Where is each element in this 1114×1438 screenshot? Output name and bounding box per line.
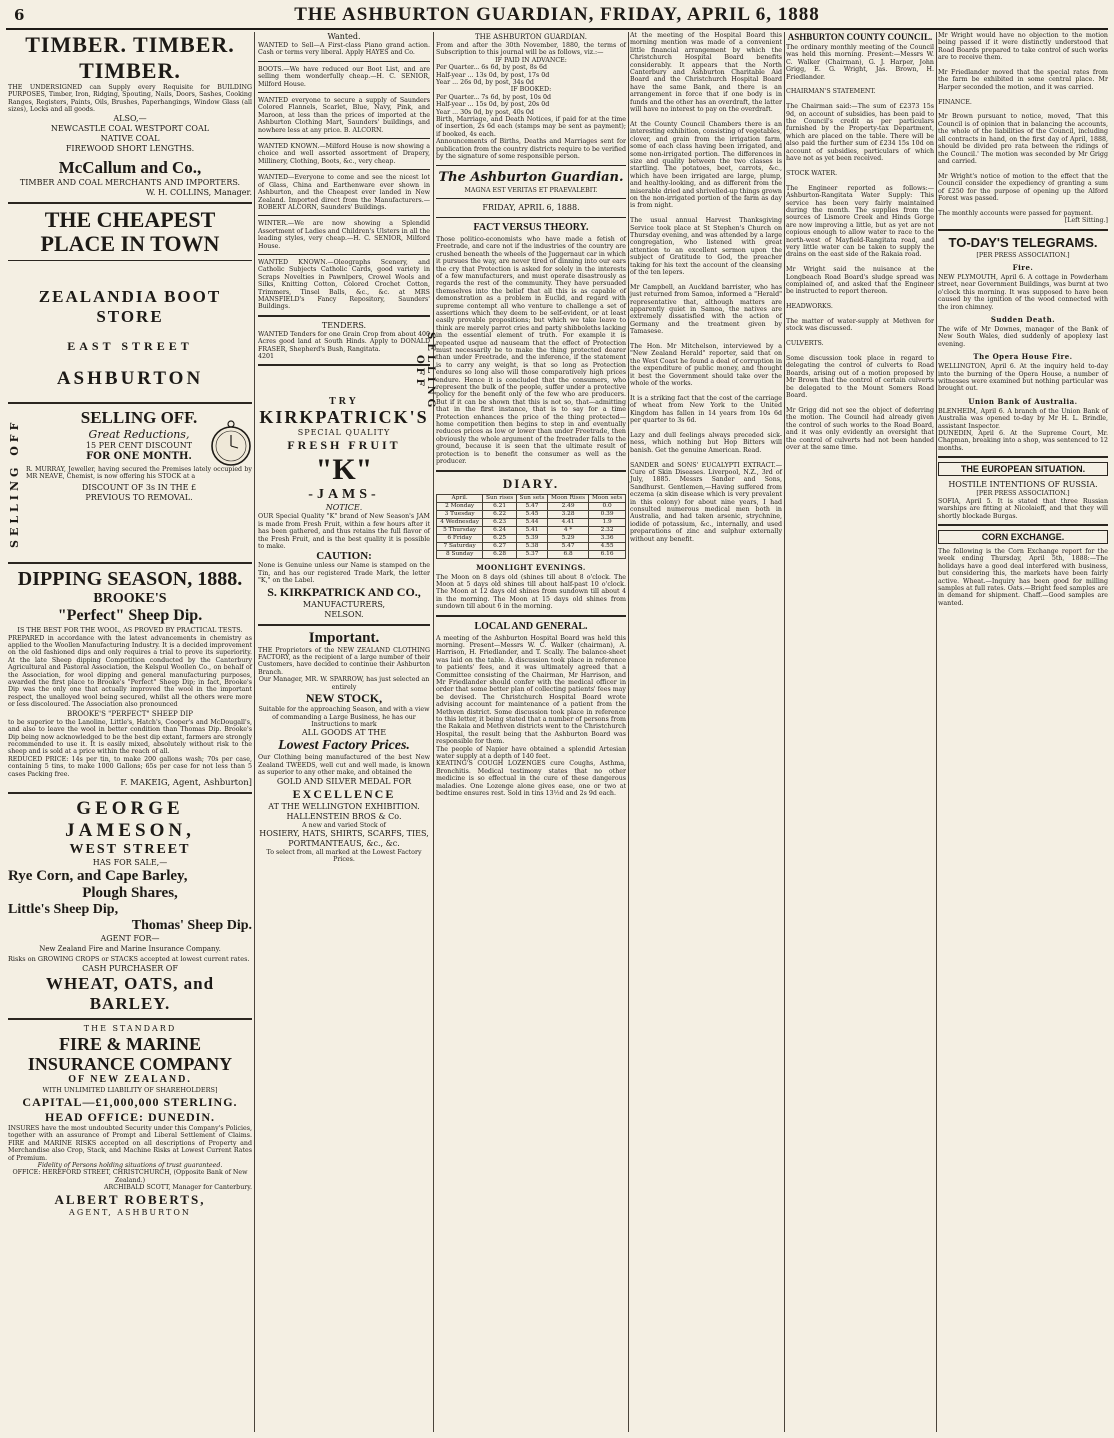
select-text: To select from, all marked at the Lowest Factory Prices. [266, 848, 422, 864]
local-text: A meeting of the Ashburton Hospital Board was held this morning. Present—Messrs W. C. Walker (chairman), A. Harrison, H. Friedlander, and T. Scally. The balance-sheet was laid on the table. A discussion took place in reference to patients' fees, and it was ultimately agreed that a Committee consisting of the Chairman, Mr Harrison, and Mr Friedlander should confer with the medical officer in order that some better plan of collecting patients' fees may be devised. The Christchurch Hospital Board wrote advising account for maintenance of a patient from the Methven district. Some discussion took place in reference to this letter, it being stated that a number of persons from the Rakaia and Methven districts went to the Christchurch Hospital, the result being that the Ashburton Board was responsible for them. [436, 634, 626, 746]
booked-label: IF BOOKED: [510, 86, 552, 94]
mccallum-manager: W. H. COLLINS, Manager. [146, 187, 252, 197]
editorial-text: Those politico-economists who have made a fetish of Freetrade, and care not if the industries of the country are crushed beneath the wheels of the Juggernaut car in which it pursues the way, are never tired of dinning into our ears the cry that Protection is asked for solely in the interests of a few manufacturers, and must operate disastrously as regards the rest of the community. They have persuaded themselves into the belief that all this is as capable of demonstration as a problem in Euclid, and regard with supreme contempt all who venture to challenge a set of assertions which they deem to be self-evident, or at least easily provable propositions; but which we take leave to think are merely parrot cries and party shibboleths lacking in the essential element of truth. For example it is repeated usque ad nauseam that the effect of Protection must necessarily be to make the thing protected dearer than under Freetrade, and the inference, if the statement is to carry any weight, is that so long as Protection endures so long also will those comparatively high prices endure. Hence it is concluded that the consumers, who represent the bulk of the people, suffer under a protective policy for the benefit only of the few who are producers. But if it can be shown that this is not so, that—admitting that in the first instance, that is to say for a time Protection enhances the price of the thing protected—home competition then begins to step in and eventually reduces prices as low or lower than under Freetrade, then obviously the whole argument of the freetrader falls to the ground, because it is seen that the ultimate result of protection is to benefit the consumer as well as the producer. [436, 235, 626, 466]
fire-heading: Fire. [1012, 262, 1034, 272]
mccallum-sub: TIMBER AND COAL MERCHANTS AND IMPORTERS. [19, 177, 241, 187]
rate-row: Per Quarter... 6s 6d, by post, 8s 6d [436, 64, 547, 72]
sudden-death-heading: Sudden Death. [990, 315, 1056, 324]
rate-row: Half-year ... 13s 0d, by post, 17s 0d [436, 71, 550, 79]
reduced-price: REDUCED PRICE: 14s per tin, to make 200 gallons wash; 70s per case, containing 5 tins, to make 1000 Gallons; 65s per case for not less than 5 cases Packing free. [8, 755, 252, 778]
new-stock: NEW STOCK, [305, 691, 383, 706]
manufacturers: MANUFACTURERS, [302, 599, 386, 609]
k-brand: "K" [315, 453, 373, 487]
jams-heading: -JAMS- [308, 487, 380, 503]
cash-purchaser: CASH PURCHASER OF [82, 963, 178, 973]
newspaper-title: THE ASHBURTON GUARDIAN, FRIDAY, APRIL 6, 1888 [294, 4, 820, 25]
column-rule [936, 32, 937, 1432]
notice-text: OUR Special Quality "K" brand of New Season's JAM is made from Fresh Fruit, within a few hours after it has been gathered, and thus retains the full flavor of the Fresh Fruit, and is the best quality it is possible to make. [258, 513, 430, 551]
important-heading: Important. [308, 629, 380, 646]
agent-ashburton: AGENT, ASHBURTON [69, 1207, 191, 1217]
table-row: 2 Monday 6.21 5.47 2.49 0.0 [437, 502, 626, 510]
press-association-2: [PER PRESS ASSOCIATION.] [976, 490, 1070, 498]
capital: CAPITAL—£1,000,000 STERLING. [22, 1094, 238, 1109]
excellence: EXCELLENCE [292, 786, 396, 801]
archibald-scott: ARCHIBALD SCOTT, Manager for Canterbury. [103, 1184, 252, 1192]
subscription-text: From and after the 30th November, 1880, the terms of Subscription to this journal will be as follows, viz.:— [436, 42, 626, 57]
hostile-heading: HOSTILE INTENTIONS OF RUSSIA. [948, 480, 1098, 490]
thomas-dip: Thomas' Sheep Dip. [131, 917, 252, 933]
selling-off-advert [8, 408, 252, 558]
newcastle-coal: NEWCASTLE COAL WESTPORT COAL [50, 123, 210, 133]
discount-3s: DISCOUNT OF 3s IN THE £ [81, 483, 197, 493]
table-row: 5 Thursday 6.24 5.41 4 * 2.32 [437, 526, 626, 534]
diary-header: Sun rises [483, 494, 517, 502]
diary-table [436, 494, 626, 559]
cheapest-heading: THE CHEAPEST PLACE IN TOWN [40, 206, 220, 256]
opera-heading: The Opera House Fire. [973, 352, 1073, 362]
zealandia-heading: ZEALANDIA BOOT STORE [38, 286, 222, 326]
all-goods: ALL GOODS AT THE [301, 728, 387, 738]
stock-of: A new and varied Stock of [302, 821, 386, 829]
timber-text: THE UNDERSIGNED can Supply every Requisite for BUILDING PURPOSES, Timber, Iron, Ridging, Spouting, Nails, Doors, Sashes, Cooking Ranges, Registers, Paints, Oils, Brushes, Paperhangings, Window Glass (all sizes), Locks and all goods. [8, 84, 252, 114]
page-number: 6 [14, 6, 25, 24]
tenders-heading: TENDERS. [321, 320, 367, 330]
native-coal: NATIVE COAL [100, 133, 160, 143]
dip-quote: BROOKE'S "PERFECT" SHEEP DIP [66, 709, 194, 718]
nelson: NELSON. [324, 609, 364, 619]
local-general-heading: LOCAL AND GENERAL. [474, 620, 588, 632]
firewood: FIREWOOD SHORT LENGTHS. [65, 143, 195, 153]
motto: MAGNA EST VERITAS ET PRAEVALEBIT. [464, 186, 598, 194]
notice-label: NOTICE. [325, 503, 363, 513]
table-row: 6 Friday 6.25 5.39 5.29 3.36 [437, 534, 626, 542]
opera-text: WELLINGTON, April 6. At the inquiry held to-day into the burning of the Opera House, a number of witnesses were examined but nothing particular was brought out. [938, 363, 1108, 393]
telegrams-heading: TO-DAY'S TELEGRAMS. [948, 234, 1098, 250]
kirkpatricks-heading: KIRKPATRICK'S [259, 407, 429, 428]
moonlight-heading: MOONLIGHT EVENINGS. [476, 562, 586, 572]
ashburton-heading: ASHBURTON [56, 367, 204, 389]
important-text: THE Proprietors of the NEW ZEALAND CLOTHING FACTORY, as the recipient of a large number of their Customers, have decided to continue their Ashburton Branch. [258, 646, 430, 676]
rate-row: Per Quarter... 7s 6d, by post, 10s 0d [436, 93, 551, 101]
diary-heading: DIARY. [502, 475, 560, 491]
littles-dip: Little's Sheep Dip, [8, 901, 119, 917]
corn-exchange-text: The following is the Corn Exchange report for the week ending Thursday, April 5th, 1888:—The holidays have a good deal interfered with business, but considering this, the markets have been fairly active. Wheat.—Inquiry has been good for milling samples at full rates. Oats.—Bright feed samples are in demand for shipment. Chaff.—Good samples are wanted. [938, 547, 1108, 607]
column-3-editorial [436, 32, 626, 1432]
births-text: Birth, Marriage, and Death Notices, if paid for at the time of insertion, 2s 6d each (stamps may be sent as payment); if booked, 4s each. [436, 116, 626, 138]
dip-text: PREPARED in accordance with the latest advancements in chemistry as applied to the Woollen Manufacturing Industry. It is a decided improvement on the old fashioned dips and only requires a trial to prove its superiority. At the late Sheep dipping Competition conducted by the Canterbury Agricultural and Pastoral Association, the Kelspul Woollen Co., on behalf of the Association, for wool dipping and general manufacturing purposes, awarded the first place to Brooke's "Perfect" Sheep Dip; in fact, Brooke's Dip was the only one that actually improved the wool in the important respect, the unalloyed wool being secured, whilst all the others were more or less discoloured. The Association also pronounced [8, 634, 252, 709]
rate-row: Half-year ... 15s 0d, by post, 20s 0d [436, 101, 550, 109]
union-bank-heading: Union Bank of Australia. [968, 396, 1078, 406]
diary-header: April. [437, 494, 483, 502]
try-label: TRY [329, 396, 359, 408]
head-office: HEAD OFFICE: DUNEDIN. [44, 1109, 215, 1124]
milford-ad: WANTED KNOWN.—Milford House is now showing a choice and well assorted assortment of Drapery, Millinery, Clothing, Boots, &c., very cheap. [258, 143, 430, 165]
issue-date: FRIDAY, APRIL 6, 1888. [482, 202, 580, 212]
left-sitting: [Left Sitting.] [1064, 217, 1108, 225]
diary-header: Moon sets [589, 494, 626, 502]
standard-label: THE STANDARD [83, 1023, 177, 1033]
napier-text: The people of Napier have obtained a splendid Artesian water supply at a depth of 140 feet. [436, 745, 626, 761]
selling-off-side-label-2: SELLING OFF [414, 332, 436, 412]
selling-off-heading: SELLING OFF. [80, 407, 198, 427]
west-street: WEST STREET [69, 841, 191, 857]
council-text: The ordinary monthly meeting of the Council was held this morning. Present:—Messrs W. C. Walker (Chairman), G. J. Harper, John Grigg, E. G. Wright, Jas. Brown, H. Friedlander. CHAIRMAN'S STATEMENT. The Chairman said:—The sum of £2373 15s 9d, on account of subsidies, has been paid to the Council's credit as per particulars furnished by the Property-tax Department, which are placed on the table. There will be also paid the further sum of £234 15s 10d on account of subsidies, particulars of which have not as yet been received. STOCK WATER. The Engineer reported as follows:—Ashburton-Rangitata Water Supply: This service has been very fairly maintained during the month. The supplies from the sources of Lismore Creek and Hinds Gorge are now improving a little, but as yet are not copious enough to allow water to race to the north-west of Mayfield-Rangitata road, and very little water can be taken to supply the drains on the east side of the Rakaia road. Mr Wright said the nuisance at the Longbeach Road Board's sludge spread was complained of, and asked that the Engineer be instructed to report thereon. HEADWORKS. The matter of water-supply at Methven for stock was discussed. CULVERTS. Some discussion took place in regard to delegating the control of culverts to Road Boards, arising out of a motion proposed by Mr Brown that the control of certain culverts be delegated to the Mount Somers Road Board. Mr Grigg did not see the object of deferring the motion. The Council had already given the control of such works to the Road Board, and it was only evidently an oversight that the control of culverts had not been handed over at the same time. [786, 44, 934, 451]
albert-roberts: ALBERT ROBERTS, [54, 1191, 206, 1207]
dip-text-2: to be superior to the Lanoline, Little's, Hatch's, Cooper's and McDougall's, and also to leave the wool in better condition than Thomas Dip. Brooke's Dip being now acknowledged to be the best dip extant, farmers are strongly recommended to use it. It is easily mixed, absolutely without risk to the sheep and is sold at a price within the reach of all. [8, 718, 252, 756]
fact-theory-heading: FACT VERSUS THEORY. [473, 221, 589, 233]
wellington-exhibition: AT THE WELLINGTON EXHIBITION. [268, 801, 420, 811]
column-rule [433, 32, 434, 1432]
george-jameson-heading: GEORGE JAMESON, [65, 797, 195, 841]
sudden-death-text: The wife of Mr Downes, manager of the Bank of New South Wales, died suddenly of apoplexy last evening. [938, 326, 1108, 348]
caution-label: CAUTION: [316, 550, 372, 563]
sk-company: S. KIRKPATRICK AND CO., [267, 584, 421, 599]
table-row: 7 Saturday 6.27 5.38 5.47 4.55 [437, 542, 626, 550]
tenders-text: WANTED Tenders for one Grain Crop from about 400 Acres good land at South Hinds. Apply to DONALD FRASER, Shepherd's Bush, Rangitata. [258, 330, 430, 353]
wanted-heading: Wanted. [327, 32, 361, 41]
table-row: 8 Sunday 6.28 5.37 6.8 6.16 [437, 550, 626, 558]
rate-row: Year ... 30s 0d, by post, 40s 0d [436, 108, 534, 116]
fire-text: NEW PLYMOUTH, April 6. A cottage in Powderham street, near Government Buildings, was burnt at two o'clock this morning. It was supposed to have been caused by the ignition of the wood connected with the iron chimney. [938, 273, 1108, 311]
column-5-council [786, 32, 934, 1432]
mccallum-heading: McCallum and Co., [58, 157, 202, 177]
one-month: FOR ONE MONTH. [86, 450, 192, 462]
column-2-advertisements [258, 32, 436, 1432]
brookes-heading: BROOKE'S [93, 590, 167, 606]
masthead [6, 2, 1108, 30]
also-label: ALSO,— [113, 113, 147, 123]
paper-title: The Ashburton Guardian. [438, 169, 624, 185]
agent-for: AGENT FOR— [100, 933, 160, 943]
timber-heading: TIMBER. TIMBER. TIMBER. [25, 32, 235, 83]
discount-15: 15 PER CENT DISCOUNT [85, 440, 193, 450]
sofia-text: SOFIA, April 5. It is stated that three Russian warships are fitting at Nicolaieff, and that they will shortly blockade Burgas. [938, 497, 1108, 520]
column-rule [254, 32, 255, 1432]
dunedin-text: DUNEDIN, April 6. At the Supreme Court, Mr. Chapman, breaking into a shop, was sentenced to 12 months. [938, 430, 1108, 452]
oleographs-ad: WANTED KNOWN.—Oleographs Scenery, and Catholic Subjects Catholic Cards, good variety in Scraps Novelties in Pawnlpers, Crowel Wools and Silks, Knitting Cotton, Colored Crochet Cotton, Trimmers, Tinsel Balls, &c., &c. at MRS MANSFIELD's Fancy Repository, Saunders' Buildings. [258, 258, 430, 311]
ad-code: 4201 [258, 353, 275, 360]
table-row: 4 Wednesday 6.23 5.44 4.41 1.9 [437, 518, 626, 526]
european-heading: THE EUROPEAN SITUATION. [938, 462, 1108, 476]
rye-corn: Rye Corn, and Cape Barley, [8, 867, 188, 884]
moonlight-text: The Moon on 8 days old (shines till about 8 o'clock. The Moon at 5 days old shines till about half-past 10 o'clock. The Moon at 12 days old shines from sundown till about 4 in the morning. The Moon at 15 days old shines from sundown till about 6 in the morning. [436, 573, 626, 611]
table-row: 3 Tuesday 6.22 5.45 3.28 0.39 [437, 510, 626, 518]
of-new-zealand: OF NEW ZEALAND. [68, 1073, 192, 1085]
column-rule [784, 32, 785, 1432]
rate-row: Year ... 26s 0d, by post, 34s 0d [436, 79, 534, 87]
column-1-advertisements [8, 32, 252, 1432]
hosiery: HOSIERY, HATS, SHIRTS, SCARFS, TIES, PORTMANTEAUS, &c., &c. [259, 828, 429, 848]
corn-exchange-heading: CORN EXCHANGE. [938, 530, 1108, 544]
wheat-oats-barley: WHEAT, OATS, and BARLEY. [45, 973, 215, 1013]
announcements-text: Announcements of Births, Deaths and Marriages sent for publication from the country districts require to be verified by the signature of some responsible person. [436, 138, 626, 161]
previous-removal: PREVIOUS TO REMOVAL. [85, 493, 193, 503]
lowest-factory-prices: Lowest Factory Prices. [278, 738, 410, 754]
hallenstein: HALLENSTEIN BROS & Co. [286, 811, 402, 821]
pocket-watch-icon [210, 418, 252, 468]
manager-text: Our Manager, MR. W. SPARROW, has just selected an entirely [258, 676, 430, 691]
risks-text: Risks on GROWING CROPS or STACKS accepted at lowest current rates. [8, 954, 250, 963]
diary-header: Sun sets [516, 494, 547, 502]
fresh-fruit: FRESH FRUIT [287, 438, 401, 453]
union-bank-text: BLENHEIM, April 6. A branch of the Union Bank of Australia was opened to-day by Mr H. L. Brindle, assistant Inspector. [938, 407, 1108, 430]
news-text: At the meeting of the Hospital Board this morning mention was made of a convenient little financial arrangement by which the Christchurch Hospital Board benefits considerably. It appears that the North Canterbury and Ashburton Charitable Aid Board and the Christchurch Hospital Board have the same Bank, and there is an arrangement in force that if one body is in funds and the other has an overdraft, the latter will have no interest to pay on the overdraft. At the County Council Chambers there is an interesting exhibition, consisting of vegetables, clover, and grain from the irrigation farm, some of each class having been irrigated, and some non-irrigated portion. The differences in size and quality between the two classes is startling. The potatoes, beet, carrots, &c., which have been irrigated are large, plump, and healthy-looking, and as different from the miserable dried and shrivelled-up things grown on the non-irrigated portion of the farm as day is from night. The usual annual Harvest Thanksgiving Service took place at St Stephen's Church on Thursday evening, and was attended by a large congregation, who listened with great attention to an excellent sermon upon the subject of Gratitude to God, the preacher taking for his text the account of the cleansing of the ten lepers. Mr Campbell, an Auckland barrister, who has just returned from Samoa, informed a "Herald" representative that, although matters are apparently quiet in Samoa, the natives are extremely dissatisfied with the action of Germany and the treatment given by Tamasese. The Hon. Mr Mitchelson, interviewed by a "New Zealand Herald" reporter, said that on the West Coast he found a deal of corruption in the expenditure of public money, and thought it best the Government should take over the whole of the works. It is a striking fact that the cost of the carriage of wheat from New York to the United Kingdom has fallen in 14 years from 10s 6d per quarter to 3s 6d. Lazy and dull feelings always preceded sick-ness, which nothing but Hop Bitters will banish. Get the genuine American. Read. SANDER and SONS' EUCALYPTI EXTRACT.—Cure of Skin Diseases. Liverpool, N.Z., 3rd of July, 1885. Messrs Sander and Sons, Sandhurst. Gentlemen,—Having suffered from eczema (a skin disease which is very prevalent in this colony) for about nine years, I had consulted numerous medical men both in Australia, and had taken arsenic, strychnine, iodide of potassium, &c., internally, and used preparations of zinc and sulphur externally without any benefit. [630, 32, 782, 543]
column-rule [628, 32, 629, 1432]
diary-header: Moon Rises [547, 494, 588, 502]
selling-off-side-label: SELLING OFF [8, 417, 21, 548]
winter-ad: WINTER.—We are now showing a Splendid Assortment of Ladies and Children's Ulsters in all the leading styles, very cheap.—H. C. SENIOR, Milford House. [258, 220, 430, 250]
boots-ad: BOOTS.—We have reduced our Boot List, and are selling them wonderfully cheap.—H. C. SENIOR, Milford House. [258, 65, 430, 88]
murray-text: R. MURRAY, Jeweller, having secured the Premises lately occupied by MR NEAVE, Chemist, is now offering his STOCK at a [26, 465, 252, 481]
fire-marine-heading: FIRE & MARINE INSURANCE COMPANY [27, 1033, 233, 1074]
keating-text: KEATING'S COUGH LOZENGES cure Coughs, Asthma, Bronchitis. Medical testimony states that no other medicine is so effectual in the cure of these dangerous maladies. One Lozenge alone gives ease, one or two at bedtime ensures rest. Sold in tins 13½d and 2s 9d each. [436, 760, 626, 798]
medal-text: GOLD AND SILVER MEDAL FOR [276, 776, 412, 786]
press-association: [PER PRESS ASSOCIATION.] [976, 251, 1070, 259]
suitable-text: Suitable for the approaching Season, and with a view of commanding a Large Business, he has our Instructions to mark [258, 706, 430, 728]
glass-china-ad: WANTED—Everyone to come and see the nicest lot of Glass, China and Earthenware ever shown in Ashburton, and the Cheapest ever landed in New Zealand. Imported direct from the Manufacturers.—ROBERT ALCORN, Saunders' Buildings. [258, 174, 430, 211]
office-address: OFFICE: HEREFORD STREET, CHRISTCHURCH, (Opposite Bank of New Zealand.) [12, 1169, 248, 1184]
perfect-heading: "Perfect" Sheep Dip. [57, 606, 203, 624]
flannels-ad: WANTED everyone to secure a supply of Saunders Colored Flannels, Scarlet, Blue, Navy, Pink, and Maroon, at less than the prices of imported at the Ashburton Clothing Mart, Saunders' buildings, and nowhere less at any price. B. ALCORN. [258, 97, 430, 134]
subscription-heading: THE ASHBURTON GUARDIAN. [475, 33, 587, 41]
plough-shares: Plough Shares, [82, 884, 178, 901]
caution-text: None is Genuine unless our Name is stamped on the Tin, and has our registered Trade Mark, the letter "K," on the Label. [258, 562, 430, 585]
best-for-wool: IS THE BEST FOR THE WOOL, AS PROVED BY PRACTICAL TESTS. [17, 625, 243, 634]
unlimited-liability: WITH UNLIMITED LIABILITY OF SHAREHOLDERS] [42, 1085, 218, 1094]
column-6-telegrams [938, 32, 1108, 1432]
council-continued-text: Mr Wright would have no objection to the motion being passed if it were distinctly understood that Road Boards prepared to take control of such works are to receive them. Mr Friedlander moved that the special rates from the farm be exhibited in some central place. Mr Harper seconded the motion, and it was carried. FINANCE. Mr Brown pursuant to notice, moved, 'That this Council is of opinion that in balancing the accounts, the whole of the liabilities of the Council, including all contracts in hand, on the first day of April, 1888, should be divided pro rata between the ridings of the Council.' The motion was seconded by Mr Grigg and carried. Mr Wright's notice of motion to the effect that the Council consider the expediency of granting a sum of £250 for the purpose of opening up the Alford Forest was passed. The monthly accounts were passed for payment. [938, 32, 1108, 217]
dipping-heading: DIPPING SEASON, 1888. [17, 567, 243, 590]
makeig-agent: F. MAKEIG, Agent, Ashburton] [120, 777, 252, 788]
has-for-sale: HAS FOR SALE,— [92, 857, 168, 867]
clothing-text: Our Clothing being manufactured of the best New Zealand TWEEDS, well cut and well made, is known as superior to any other make, and obtained the [258, 754, 430, 777]
council-heading: ASHBURTON COUNTY COUNCIL. [787, 32, 933, 42]
east-street: EAST STREET [67, 338, 193, 353]
wanted-piano: WANTED to Sell—A First-class Piano grand action. Cash or terms very liberal. Apply HAYES and Co. [258, 42, 430, 57]
special-quality: SPECIAL QUALITY [297, 428, 391, 438]
fidelity-text: Fidelity of Persons holding situations of trust guaranteed. [37, 1161, 223, 1169]
column-4-news [630, 32, 782, 1432]
insures-text: INSURES have the most undoubted Security under this Company's Policies, together with an assurance of Prompt and Liberal Settlement of Claims. FIRE and MARINE RISKS accepted on all descriptions of Property and Merchandise also Crop, Stack, and Machine Risks at Lowest Current Rates of Premium. [8, 1124, 252, 1162]
great-reductions: Great Reductions, [88, 427, 190, 441]
paid-label: IF PAID IN ADVANCE: [495, 56, 567, 64]
nz-fire-marine: New Zealand Fire and Marine Insurance Company. [39, 944, 221, 953]
